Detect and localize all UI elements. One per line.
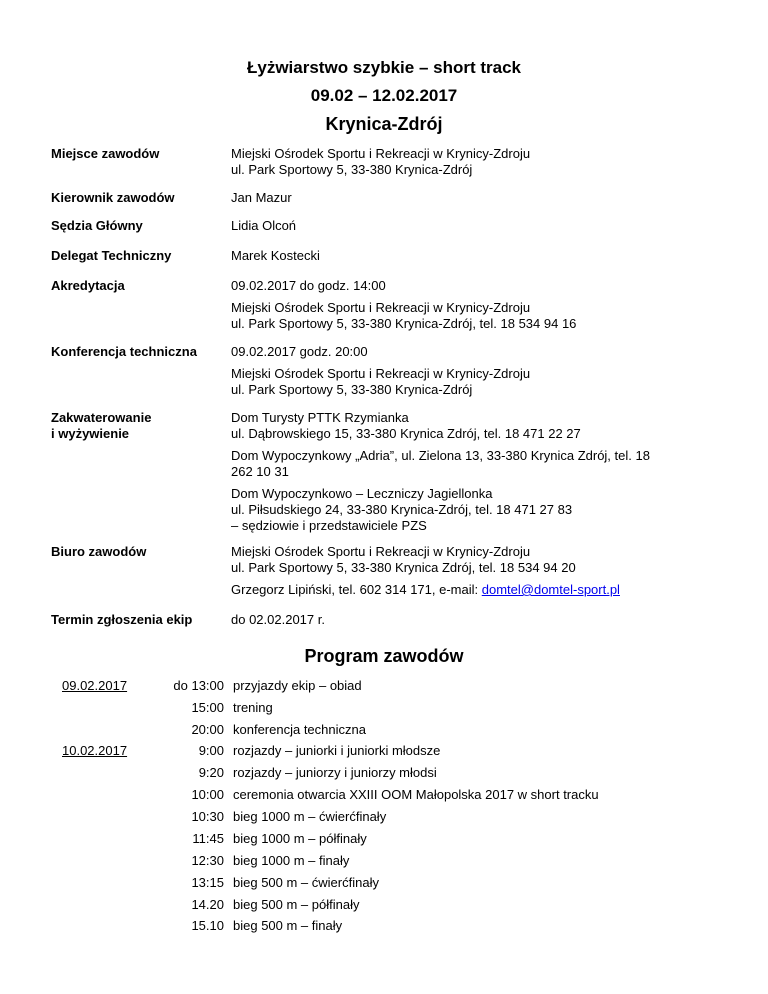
program-event: bieg 500 m – półfinały — [233, 897, 360, 912]
value-zakwaterowanie-3: Dom Wypoczynkowy „Adria”, ul. Zielona 13, 33-380 Krynica Zdrój, tel. 18 — [231, 448, 650, 463]
program-time: 15:00 — [191, 700, 224, 715]
program-time: 9:00 — [198, 743, 224, 758]
value-kierownik: Jan Mazur — [231, 190, 292, 205]
program-event: rozjazdy – juniorzy i juniorzy młodsi — [233, 765, 437, 780]
program-event: bieg 500 m – finały — [233, 918, 343, 933]
document-dates: 09.02 – 12.02.2017 — [310, 86, 458, 105]
program-time: 20:00 — [191, 722, 224, 737]
program-time: do 13:00 — [173, 678, 224, 693]
value-konferencja-2: Miejski Ośrodek Sportu i Rekreacji w Krynicy-Zdroju — [231, 366, 531, 381]
program-time: 15.10 — [191, 918, 224, 933]
label-zakwaterowanie-2: i wyżywienie — [51, 426, 130, 441]
value-konferencja-3: ul. Park Sportowy 5, 33-380 Krynica-Zdrój — [231, 382, 473, 397]
program-title: Program zawodów — [304, 646, 464, 666]
program-time: 14.20 — [191, 897, 224, 912]
program-date-2: 10.02.2017 — [62, 743, 128, 758]
document-title: Łyżwiarstwo szybkie – short track — [247, 58, 521, 77]
label-zakwaterowanie-1: Zakwaterowanie — [51, 410, 152, 425]
value-zakwaterowanie-1: Dom Turysty PTTK Rzymianka — [231, 410, 409, 425]
program-time: 13:15 — [191, 875, 224, 890]
program-event: trening — [233, 700, 273, 715]
program-time: 10:00 — [191, 787, 224, 802]
label-delegat: Delegat Techniczny — [51, 248, 172, 263]
email-link[interactable]: domtel@domtel-sport.pl — [481, 582, 620, 597]
program-event: rozjazdy – juniorki i juniorki młodsze — [233, 743, 441, 758]
value-zakwaterowanie-7: – sędziowie i przedstawiciele PZS — [231, 518, 427, 533]
program-time: 10:30 — [191, 809, 224, 824]
value-zakwaterowanie-6: ul. Piłsudskiego 24, 33-380 Krynica-Zdrój, tel. 18 471 27 83 — [231, 502, 573, 517]
value-biuro-3 — [231, 582, 711, 598]
label-konferencja: Konferencja techniczna — [51, 344, 197, 359]
value-akredytacja-2: Miejski Ośrodek Sportu i Rekreacji w Krynicy-Zdroju — [231, 300, 531, 315]
value-miejsce-2: ul. Park Sportowy 5, 33-380 Krynica-Zdrój — [231, 162, 473, 177]
program-event: bieg 1000 m – finały — [233, 853, 350, 868]
program-event: przyjazdy ekip – obiad — [233, 678, 362, 693]
program-event: bieg 1000 m – półfinały — [233, 831, 367, 846]
program-event: bieg 1000 m – ćwierćfinały — [233, 809, 387, 824]
value-sedzia: Lidia Olcoń — [231, 218, 297, 233]
value-termin: do 02.02.2017 r. — [231, 612, 325, 627]
program-event: konferencja techniczna — [233, 722, 366, 737]
label-termin: Termin zgłoszenia ekip — [51, 612, 193, 627]
biuro-contact-text: Grzegorz Lipiński, tel. 602 314 171, e-mail: — [231, 582, 482, 597]
label-biuro: Biuro zawodów — [51, 544, 147, 559]
value-akredytacja-1: 09.02.2017 do godz. 14:00 — [231, 278, 386, 293]
value-biuro-2: ul. Park Sportowy 5, 33-380 Krynica Zdrój, tel. 18 534 94 20 — [231, 560, 576, 575]
value-delegat: Marek Kostecki — [231, 248, 320, 263]
program-time: 9:20 — [198, 765, 224, 780]
value-biuro-1: Miejski Ośrodek Sportu i Rekreacji w Krynicy-Zdroju — [231, 544, 531, 559]
program-event: bieg 500 m – ćwierćfinały — [233, 875, 379, 890]
value-akredytacja-3: ul. Park Sportowy 5, 33-380 Krynica-Zdrój, tel. 18 534 94 16 — [231, 316, 577, 331]
label-kierownik: Kierownik zawodów — [51, 190, 175, 205]
label-miejsce: Miejsce zawodów — [51, 146, 160, 161]
program-event: ceremonia otwarcia XXIII OOM Małopolska 2017 w short tracku — [233, 787, 599, 802]
program-time: 11:45 — [192, 831, 224, 846]
value-zakwaterowanie-2: ul. Dąbrowskiego 15, 33-380 Krynica Zdrój, tel. 18 471 22 27 — [231, 426, 581, 441]
program-time: 12:30 — [191, 853, 224, 868]
value-konferencja-1: 09.02.2017 godz. 20:00 — [231, 344, 368, 359]
label-akredytacja: Akredytacja — [51, 278, 125, 293]
value-zakwaterowanie-5: Dom Wypoczynkowo – Leczniczy Jagiellonka — [231, 486, 493, 501]
document-location: Krynica-Zdrój — [325, 114, 443, 134]
value-miejsce-1: Miejski Ośrodek Sportu i Rekreacji w Krynicy-Zdroju — [231, 146, 531, 161]
label-sedzia: Sędzia Główny — [51, 218, 143, 233]
value-zakwaterowanie-4: 262 10 31 — [231, 464, 289, 479]
program-date-1: 09.02.2017 — [62, 678, 128, 693]
